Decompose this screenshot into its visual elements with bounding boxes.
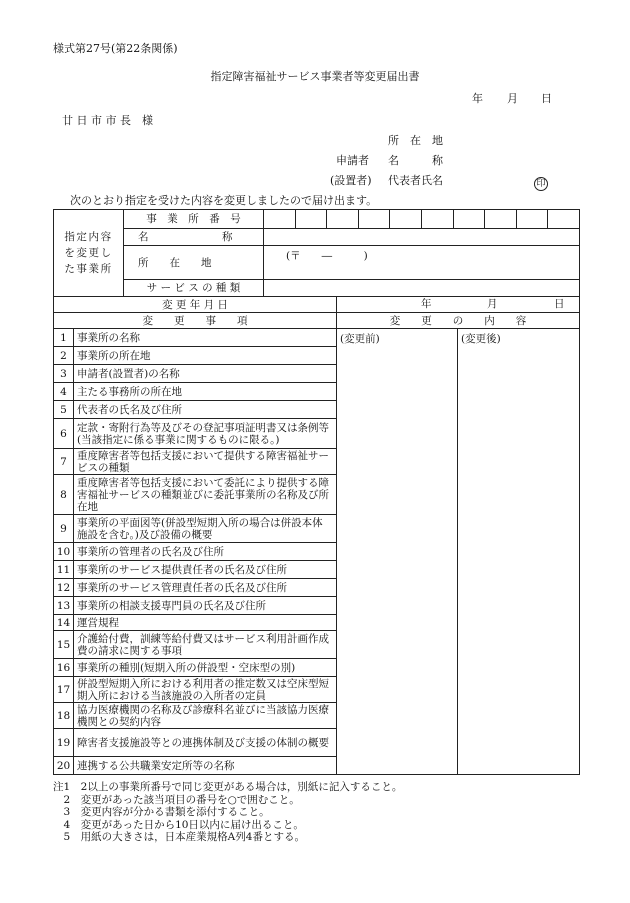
seal-mark: 印 [534,171,548,191]
change-date-label: 変 更 年 月 日 [54,297,337,313]
note-line: 2 変更があった該当項目の番号を○で囲むこと。 [53,793,300,806]
item-number: 17 [54,677,74,703]
item-text: 運営規程 [74,615,337,631]
item-text: 障害者支援施設等との連携体制及び支援の体制の概要 [74,729,337,757]
change-form-table [53,209,580,775]
item-number: 5 [54,401,74,419]
item-text: 重度障害者等包括支援において委託により提供する障害福祉サービスの種類並びに委託事業所の名称及び所在地 [74,475,337,515]
notes [53,781,402,844]
item-number: 13 [54,597,74,615]
item-number: 6 [54,419,74,449]
representative-label: 代表者氏名 [388,174,443,187]
item-number: 8 [54,475,74,515]
item-number: 19 [54,729,74,757]
item-text: 事業所の平面図等(併設型短期入所の場合は併設本体施設を含む。)及び設備の概要 [74,515,337,543]
item-number: 7 [54,449,74,475]
item-text: 介護給付費，訓練等給付費又はサービス利用計画作成費の請求に関する事項 [74,631,337,659]
item-text: 重度障害者等包括支援において提供する障害福祉サービスの種類 [74,449,337,475]
note-line: 3 変更内容が分かる書類を添付すること。 [53,806,270,818]
item-number: 3 [54,365,74,383]
facility-side-label: 指定内容 を変更し た事業所 [54,210,124,297]
facility-name-field[interactable] [264,229,580,246]
item-number: 16 [54,659,74,677]
item-text: 併設型短期入所における利用者の推定数又は空床型短期入所における当該施設の入所者の定員 [74,677,337,703]
applicant-label: 申請者 [336,154,369,167]
item-text: 事業所の種別(短期入所の併設型・空床型の別) [74,659,337,677]
items-column-header: 変 更 事 項 [54,313,337,329]
item-text: 連携する公共職業安定所等の名称 [74,757,337,775]
item-number: 15 [54,631,74,659]
form-number: 様式第27号(第22条関係) [53,42,178,55]
after-content-field[interactable] [458,329,580,775]
applicant-address-label: 所 在 地 [388,134,443,147]
item-text: 協力医療機関の名称及び診療科名並びに当該協力医療機関との契約内容 [74,703,337,729]
facility-name-label: 名 称 [124,229,264,246]
note-line: 4 変更があった日から10日以内に届け出ること。 [53,818,304,831]
item-text: 代表者の氏名及び住所 [74,401,337,419]
before-content-field[interactable] [337,329,458,775]
addressee: 廿 日 市 市 長 様 [62,114,153,127]
service-type-field[interactable] [264,280,580,297]
item-number: 18 [54,703,74,729]
item-number: 9 [54,515,74,543]
item-number: 12 [54,579,74,597]
item-text: 事業所の相談支援専門員の氏名及び住所 [74,597,337,615]
applicant-name-label: 名 称 [388,154,443,167]
facility-address-field[interactable] [264,246,580,280]
item-number: 14 [54,615,74,631]
date-year-label: 年 [472,92,483,105]
after-label: (変更後) [461,333,501,345]
note-line: 5 用紙の大きさは，日本産業規格A列4番とする。 [53,831,305,843]
facility-address-label: 所 在 地 [124,246,264,280]
service-type-label: サ ー ビ ス の 種 類 [124,280,264,297]
content-column-header: 変 更 の 内 容 [337,313,580,329]
item-text: 主たる事務所の所在地 [74,383,337,401]
item-number: 4 [54,383,74,401]
intro-text: 次のとおり指定を受けた内容を変更しましたので届け出ます。 [70,194,378,207]
before-label: (変更前) [340,333,380,345]
item-number: 10 [54,543,74,561]
item-text: 事業所の所在地 [74,347,337,365]
item-text: 事業所のサービス提供責任者の氏名及び住所 [74,561,337,579]
item-number: 2 [54,347,74,365]
change-date-field[interactable]: 年 月 日 [337,297,580,313]
office-number-label: 事 業 所 番 号 [124,210,264,229]
item-text: 定款・寄附行為等及びその登記事項証明書又は条例等(当該指定に係る事業に関するものに限る。) [74,419,337,449]
item-text: 事業所のサービス管理責任者の氏名及び住所 [74,579,337,597]
date-day-label: 日 [541,92,552,105]
item-text: 申請者(設置者)の名称 [74,365,337,383]
item-number: 11 [54,561,74,579]
item-number: 20 [54,757,74,775]
date-month-label: 月 [507,92,518,105]
page-title: 指定障害福祉サービス事業者等変更届出書 [210,70,420,83]
note-line: 注1 2以上の事業所番号で同じ変更がある場合は，別紙に記入すること。 [53,781,403,793]
postal-code: (〒 ― ) [286,250,368,262]
item-text: 事業所の管理者の氏名及び住所 [74,543,337,561]
item-number: 1 [54,329,74,347]
establisher-label: (設置者) [330,174,372,187]
office-number-input[interactable] [264,210,580,229]
item-text: 事業所の名称 [74,329,337,347]
